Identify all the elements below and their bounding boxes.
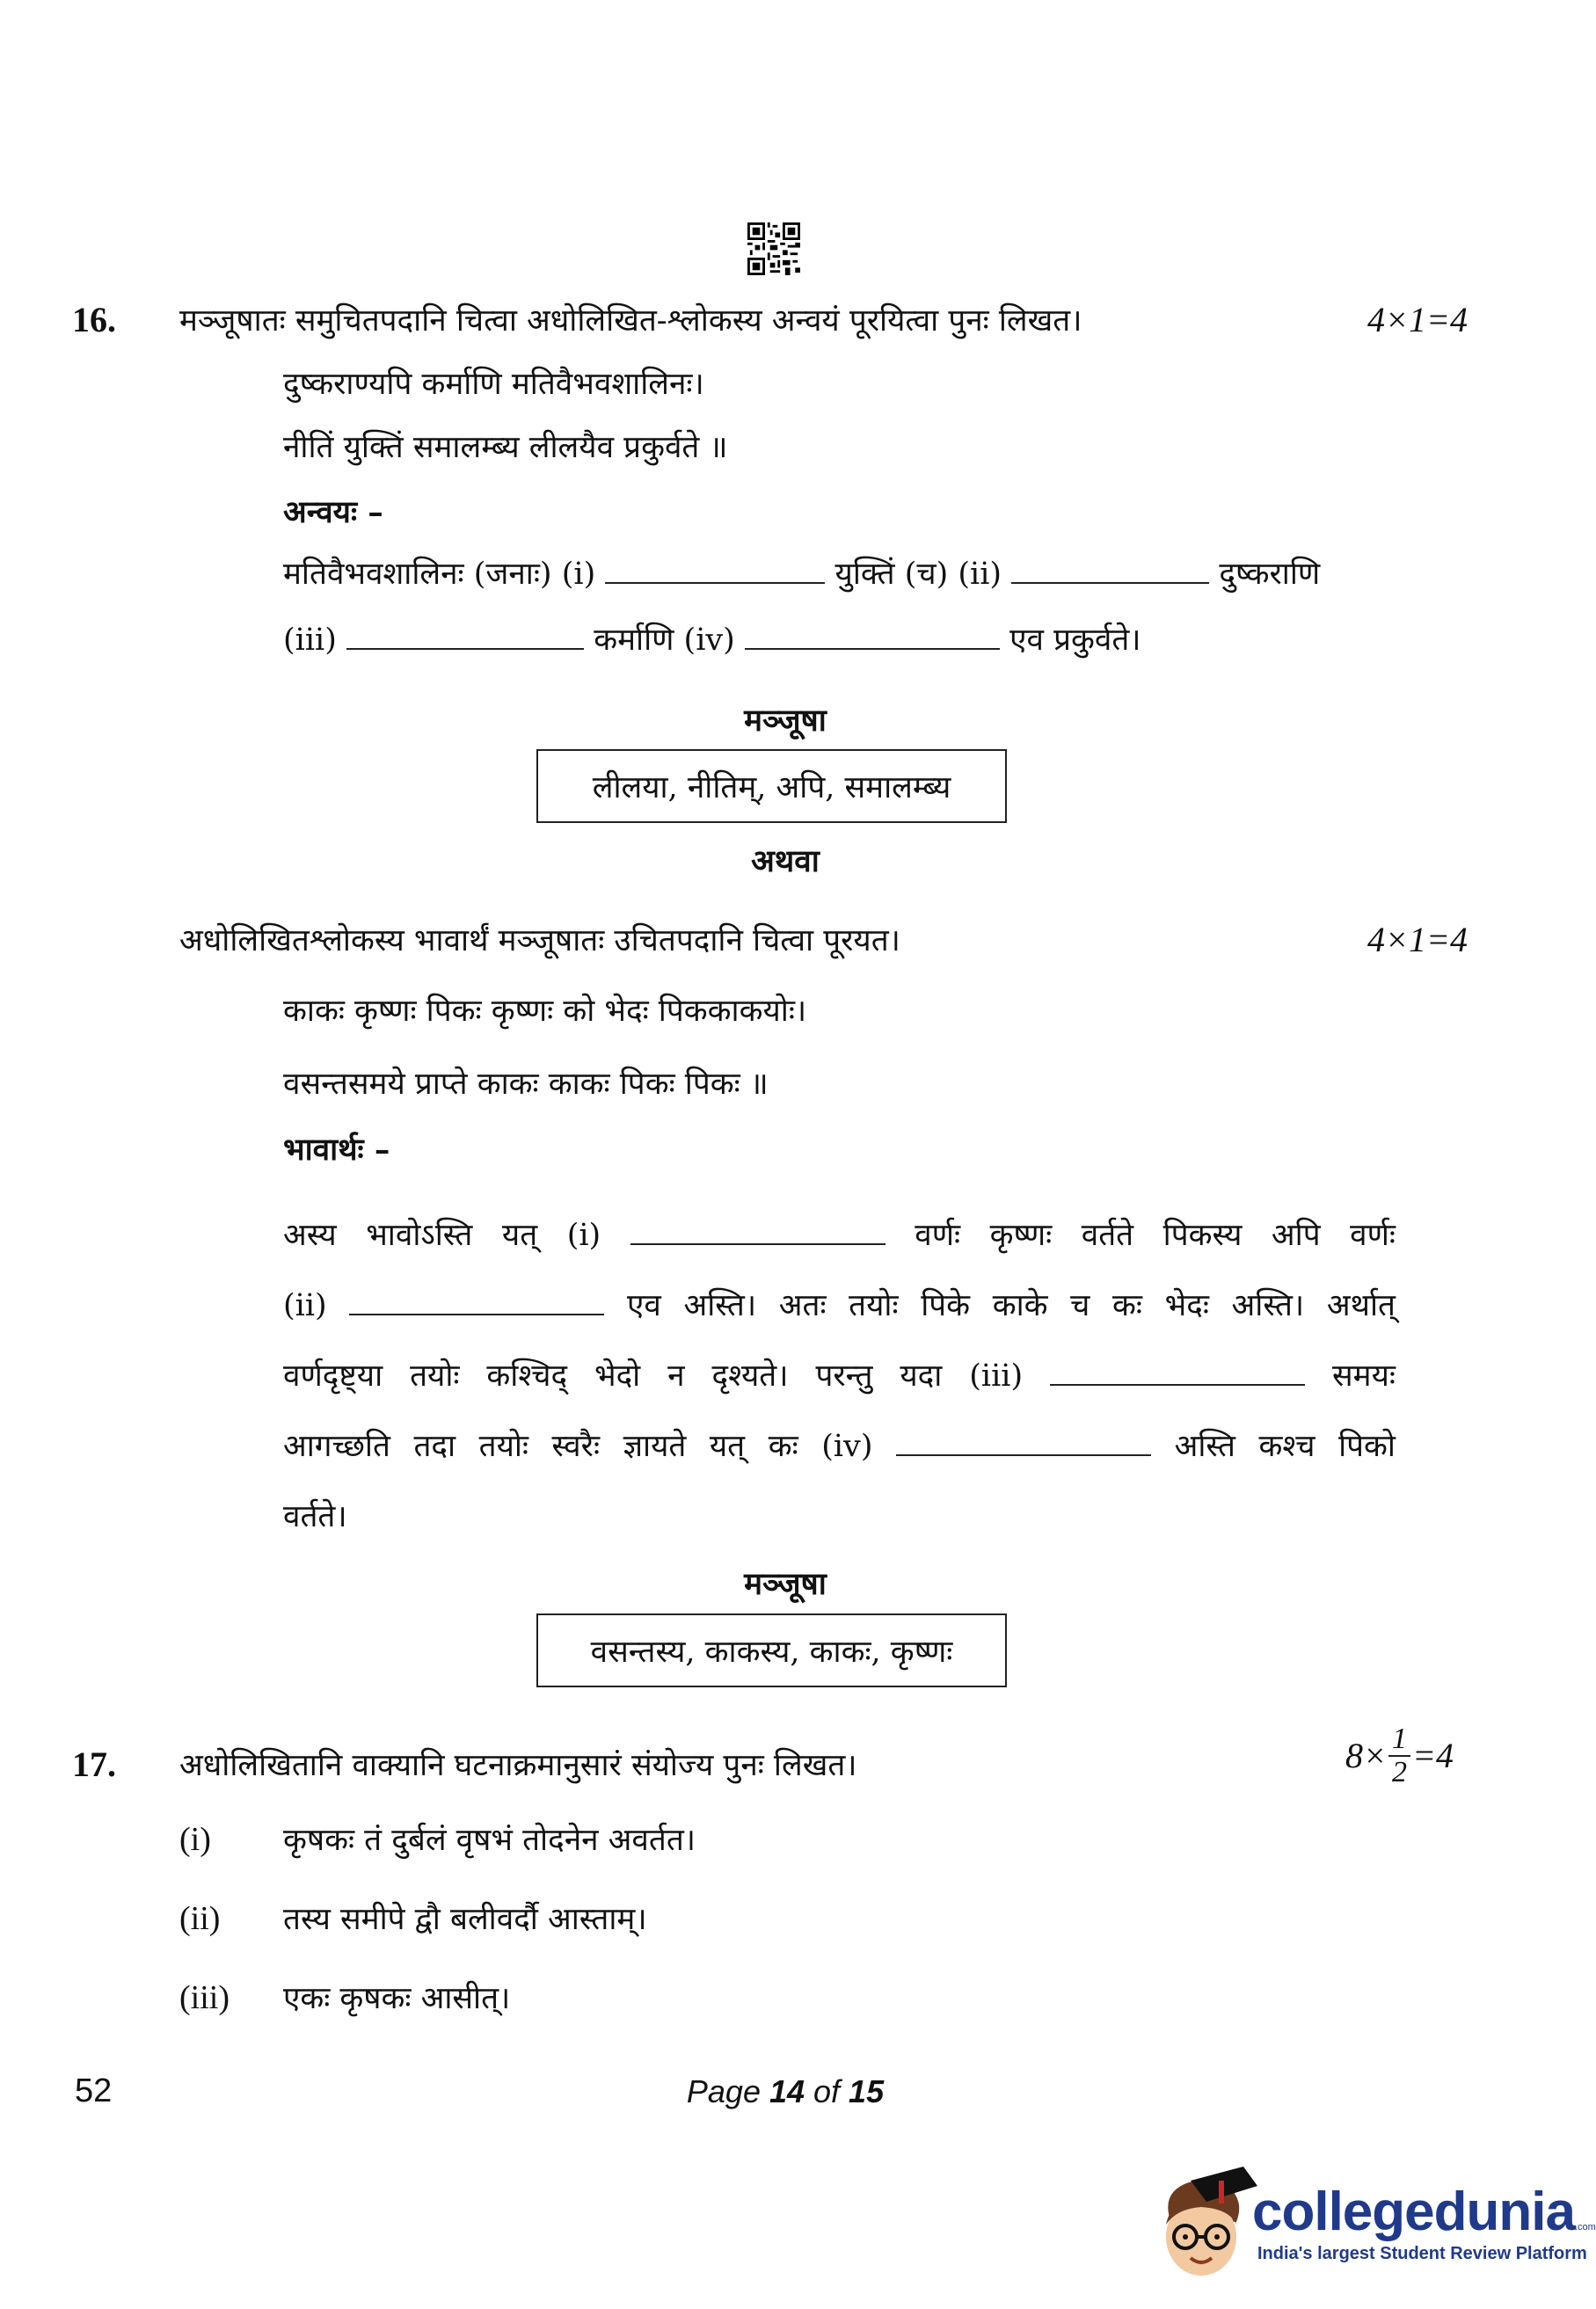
bhavartha-line-4-end: अस्ति कश्च पिको <box>1174 1429 1396 1464</box>
question-number-17: 17. <box>72 1744 116 1784</box>
manjusha-box-1 <box>536 749 1007 823</box>
q16b-verse-line-1: काकः कृष्णः पिकः कृष्णः को भेदः पिककाकयोः। <box>283 994 807 1029</box>
logo-tagline: India's largest Student Review Platform <box>1257 2244 1587 2263</box>
bhavartha-line-5: वर्तते। <box>283 1499 347 1534</box>
q16b-verse-line-2: वसन्तसमये प्राप्ते काकः काकः पिकः पिकः ॥ <box>283 1067 769 1102</box>
collegedunia-logo[interactable] <box>1145 2156 1596 2288</box>
anvaya-label: अन्वयः – <box>283 494 383 530</box>
athava-label: अथवा <box>751 843 820 879</box>
blank-iii <box>346 622 584 650</box>
student-mascot-icon <box>1145 2156 1259 2288</box>
q17-item-text-3: एकः कृषकः आसीत्। <box>283 1981 511 2016</box>
page-total: 15 <box>849 2073 885 2109</box>
q17-marks-suffix: =4 <box>1412 1736 1454 1776</box>
blank-b-iii <box>1050 1358 1305 1386</box>
anvaya-line-1 <box>283 552 1320 594</box>
manjusha-title-2: मञ्जूषा <box>744 1566 827 1602</box>
blank-b-ii <box>349 1287 604 1315</box>
q17-marks-fraction <box>1388 1723 1410 1788</box>
anvaya-line-2 <box>283 618 1141 659</box>
blank-b-iv <box>896 1428 1151 1456</box>
q17-marks-prefix: 8× <box>1345 1736 1387 1776</box>
page-indicator <box>0 2073 1570 2110</box>
q17-marks <box>1345 1723 1454 1788</box>
qr-code-icon <box>747 222 800 275</box>
bhavartha-line-3-start: वर्णदृष्ट्या तयोः कश्चिद् भेदो न दृश्यते। परन्तु यदा (iii) <box>283 1358 1024 1394</box>
bhavartha-line-2 <box>283 1284 1396 1325</box>
blank-iv <box>745 622 1000 650</box>
bhavartha-line-4-start: आगच्छति तदा तयोः स्वरैः ज्ञायते यत् कः (iv) <box>283 1429 873 1464</box>
page-of: of <box>805 2073 849 2109</box>
bhavartha-line-2-start: (ii) <box>283 1288 327 1323</box>
q17-item-text-1: कृषकः तं दुर्बलं वृषभं तोदनेन अवर्तत। <box>283 1823 696 1858</box>
manjusha-box-2 <box>536 1613 1007 1687</box>
q17-item-label-3: (iii) <box>179 1979 230 2016</box>
blank-i <box>605 556 825 584</box>
fraction-numerator: 1 <box>1388 1723 1410 1757</box>
q16b-instruction: अधोलिखितश्लोकस्य भावार्थं मञ्जूषातः उचितपदानि चित्वा पूरयत। <box>179 923 900 958</box>
bhavartha-line-1-start: अस्य भावोऽस्ति यत् (i) <box>283 1218 601 1253</box>
logo-domain: .com <box>1574 2222 1596 2233</box>
logo-name: collegedunia <box>1252 2182 1575 2242</box>
fraction-denominator: 2 <box>1392 1755 1407 1788</box>
bhavartha-line-4 <box>283 1424 1396 1466</box>
manjusha-title-1: मञ्जूषा <box>744 703 827 739</box>
anvaya-line-1-end: दुष्कराणि <box>1219 557 1321 592</box>
manjusha-words-1: लीलया, नीतिम्, अपि, समालम्ब्य <box>592 769 951 805</box>
q16-verse-line-2: नीतिं युक्तिं समालम्ब्य लीलयैव प्रकुर्वते ॥ <box>283 430 728 465</box>
page-prefix: Page <box>686 2073 769 2109</box>
bhavartha-line-2-end: एव अस्ति। अतः तयोः पिके काके च कः भेदः अस्ति। अर्थात् <box>627 1288 1396 1323</box>
page-current: 14 <box>769 2073 805 2109</box>
anvaya-line-2-end: एव प्रकुर्वते। <box>1009 623 1141 658</box>
q16-verse-line-1: दुष्कराण्यपि कर्माणि मतिवैभवशालिनः। <box>283 367 704 402</box>
question-number-16: 16. <box>72 300 116 339</box>
q17-item-label-1: (i) <box>179 1821 211 1858</box>
anvaya-line-2-mid: कर्माणि (iv) <box>594 623 735 658</box>
anvaya-line-1-mid: युक्तिं (च) (ii) <box>834 557 1002 592</box>
bhavartha-line-1-end: वर्णः कृष्णः वर्तते पिकस्य अपि वर्णः <box>915 1218 1396 1253</box>
bhavartha-line-3 <box>283 1354 1396 1395</box>
q17-item-label-2: (ii) <box>179 1900 221 1937</box>
q17-instruction: अधोलिखितानि वाक्यानि घटनाक्रमानुसारं संयोज्य पुनः लिखत। <box>179 1748 857 1783</box>
anvaya-line-1-start: मतिवैभवशालिनः (जनाः) (i) <box>283 557 596 592</box>
anvaya-line-2-start: (iii) <box>283 623 337 658</box>
qr-code <box>747 222 800 275</box>
q16-marks: 4×1=4 <box>1367 300 1468 339</box>
q16-instruction: मञ्जूषातः समुचितपदानि चित्वा अधोलिखित-श्लोकस्य अन्वयं पूरयित्वा पुनः लिखत। <box>179 303 1082 339</box>
blank-ii <box>1011 556 1209 584</box>
bhavartha-line-1 <box>283 1213 1396 1255</box>
q17-item-text-2: तस्य समीपे द्वौ बलीवर्दौ आस्ताम्। <box>283 1902 647 1937</box>
manjusha-words-2: वसन्तस्य, काकस्य, काकः, कृष्णः <box>590 1634 953 1670</box>
blank-b-i <box>630 1217 885 1245</box>
paper-code: 52 <box>75 2072 113 2109</box>
bhavartha-line-3-end: समयः <box>1332 1358 1396 1394</box>
bhavartha-label: भावार्थः – <box>283 1132 390 1168</box>
q16b-marks: 4×1=4 <box>1367 920 1468 959</box>
